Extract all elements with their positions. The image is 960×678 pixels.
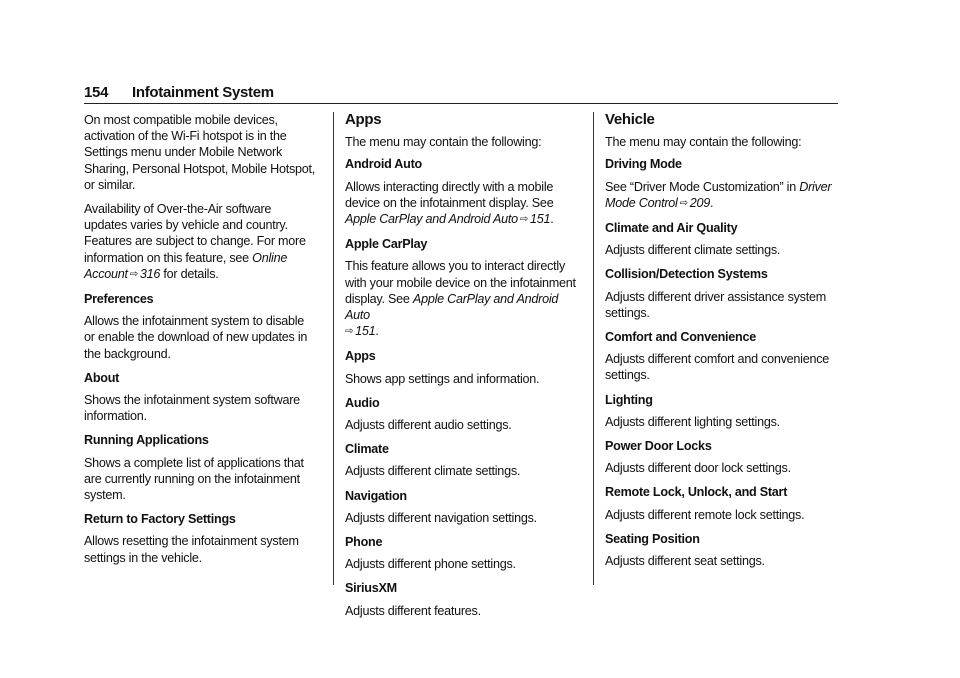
item-description: Shows app settings and information. <box>345 371 540 386</box>
column-divider <box>333 112 334 585</box>
menu-intro: The menu may contain the following: <box>605 135 802 150</box>
item-label: Climate <box>345 442 389 457</box>
page-ref-arrow-icon: ⇨ <box>345 326 354 338</box>
item-description: Allows the infotainment system to disable or enable the download of new updates in the background. <box>84 314 308 361</box>
page-ref-arrow-icon: ⇨ <box>519 214 529 226</box>
column-middle <box>345 112 581 627</box>
item-text: See “Driver Mode Customization” in <box>605 179 800 194</box>
ota-text: Availability of Over-the-Air software updates varies by vehicle and country. Features are subject to change. For more information on this feature, see <box>84 202 306 265</box>
item-label: Running Applications <box>84 433 209 448</box>
item-label: Climate and Air Quality <box>605 221 738 236</box>
item-label: Navigation <box>345 488 407 503</box>
item-description: Adjusts different comfort and convenience settings. <box>605 352 830 383</box>
item-text-end: . <box>550 212 554 227</box>
item-description: Shows the infotainment system software information. <box>84 393 300 424</box>
item-description: Adjusts different navigation settings. <box>345 510 537 525</box>
item-description: Adjusts different audio settings. <box>345 418 512 433</box>
item-label: Apple CarPlay <box>345 237 428 252</box>
item-label: Android Auto <box>345 157 422 172</box>
item-description: Adjusts different climate settings. <box>605 243 781 258</box>
online-account-link[interactable]: Online Account <box>84 250 288 281</box>
item-text-end: . <box>375 324 379 339</box>
page-ref-arrow-icon: ⇨ <box>679 197 688 209</box>
item-text: This feature allows you to interact directly with your mobile device on the infotainment display. See <box>345 259 576 306</box>
driver-mode-control-link[interactable]: Driver Mode Control <box>605 179 832 210</box>
section-heading-vehicle: Vehicle <box>605 111 655 128</box>
item-label: Power Door Locks <box>605 439 712 454</box>
carplay-android-page-ref[interactable]: 151 <box>530 212 551 227</box>
menu-intro: The menu may contain the following: <box>345 135 542 150</box>
item-description: Allows resetting the infotainment system settings in the vehicle. <box>84 534 299 565</box>
item-description: Adjusts different door lock settings. <box>605 461 791 476</box>
item-description: Adjusts different features. <box>345 603 481 618</box>
ota-text-end: for details. <box>160 266 219 281</box>
online-account-page-ref[interactable]: 316 <box>139 266 161 281</box>
item-description: Adjusts different remote lock settings. <box>605 507 805 522</box>
item-label: Collision/Detection Systems <box>605 267 768 282</box>
item-description <box>345 258 581 340</box>
item-label: Driving Mode <box>605 157 682 172</box>
page-ref-arrow-icon: ⇨ <box>129 268 138 280</box>
carplay-android-link[interactable]: Apple CarPlay and Android Auto <box>345 291 559 323</box>
item-description: Adjusts different driver assistance system settings. <box>605 289 826 320</box>
item-label: Return to Factory Settings <box>84 512 236 527</box>
item-label: Preferences <box>84 292 154 307</box>
column-divider <box>593 112 594 585</box>
item-label: Remote Lock, Unlock, and Start <box>605 485 788 500</box>
item-description <box>345 179 581 229</box>
item-text-end: . <box>710 195 714 210</box>
item-label: Comfort and Convenience <box>605 330 756 345</box>
carplay-android-link[interactable]: Apple CarPlay and Android Auto <box>345 212 518 227</box>
chapter-title: Infotainment System <box>132 84 274 101</box>
carplay-android-page-ref[interactable]: 151 <box>355 324 376 339</box>
wifi-hotspot-paragraph: On most compatible mobile devices, activation of the Wi-Fi hotspot is in the Settings menu under Mobile Network Sharing, Personal Hotspot, Mobile Hotspot, or similar. <box>84 113 316 192</box>
item-label: Phone <box>345 535 383 550</box>
item-label: SiriusXM <box>345 581 397 596</box>
item-text: Allows interacting directly with a mobile device on the infotainment display. See <box>345 179 554 210</box>
page-number: 154 <box>84 84 109 101</box>
item-description <box>605 179 841 212</box>
item-description: Adjusts different phone settings. <box>345 557 516 572</box>
item-description: Adjusts different climate settings. <box>345 464 521 479</box>
ota-updates-paragraph <box>84 201 316 283</box>
item-label: About <box>84 370 120 385</box>
item-description: Adjusts different lighting settings. <box>605 414 780 429</box>
column-left <box>84 112 316 574</box>
section-heading-apps: Apps <box>345 111 382 128</box>
item-label: Seating Position <box>605 531 700 546</box>
column-right <box>605 112 841 577</box>
item-label: Audio <box>345 395 380 410</box>
item-label: Apps <box>345 349 376 364</box>
driver-mode-page-ref[interactable]: 209 <box>689 195 711 210</box>
item-label: Lighting <box>605 392 653 407</box>
item-description: Shows a complete list of applications that are currently running on the infotainment system. <box>84 455 304 503</box>
page-header <box>84 84 838 104</box>
item-description: Adjusts different seat settings. <box>605 554 765 569</box>
